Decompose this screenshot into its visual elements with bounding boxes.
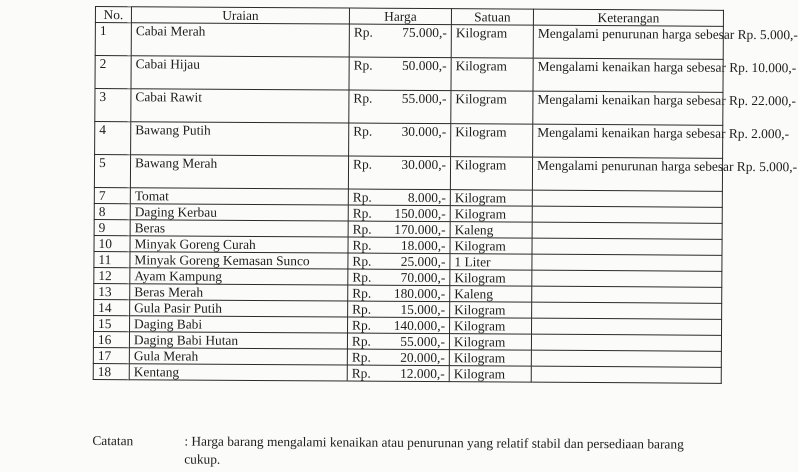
cell-uraian: Minyak Goreng Curah: [130, 236, 348, 253]
cell-uraian: Gula Merah: [129, 348, 347, 365]
currency-label: Rp.: [351, 349, 371, 365]
cell-satuan: Kilogram: [449, 366, 531, 383]
currency-label: Rp.: [352, 205, 372, 221]
cell-satuan: 1 Liter: [450, 254, 532, 271]
cell-no: 4: [95, 122, 131, 155]
cell-satuan: Kilogram: [450, 190, 532, 207]
cell-no: 7: [94, 187, 130, 203]
cell-satuan: Kaleng: [450, 222, 532, 239]
cell-keterangan: [531, 334, 721, 351]
header-uraian: Uraian: [131, 7, 349, 24]
cell-satuan: Kilogram: [450, 157, 532, 191]
currency-label: Rp.: [352, 301, 372, 317]
header-satuan: Satuan: [451, 9, 533, 26]
cell-uraian: Daging Babi: [130, 316, 348, 333]
table-row: [93, 363, 721, 383]
currency-label: Rp.: [352, 156, 373, 172]
header-harga: Harga: [349, 8, 451, 25]
cell-no: 17: [93, 347, 129, 363]
cell-uraian: Bawang Putih: [131, 122, 349, 156]
cell-no: 15: [94, 315, 130, 331]
cell-satuan: Kilogram: [450, 238, 532, 255]
cell-no: 14: [94, 299, 130, 315]
cell-no: 18: [93, 363, 129, 379]
table-row: [95, 89, 723, 126]
cell-uraian: Tomat: [130, 188, 348, 205]
cell-satuan: Kilogram: [451, 124, 533, 158]
price-value: 70.000,-: [400, 269, 446, 286]
cell-keterangan: Mengalami penurunan harga sebesar Rp. 5.000,-: [533, 25, 723, 59]
cell-no: 1: [95, 23, 131, 56]
cell-uraian: Cabai Hijau: [131, 56, 349, 90]
cell-no: 9: [94, 219, 130, 235]
cell-keterangan: Mengalami kenaikan harga sebesar Rp. 2.000,-: [533, 124, 723, 158]
price-value: 50.000,-: [401, 57, 447, 74]
cell-keterangan: Mengalami penurunan harga sebesar Rp. 5.000,-: [532, 157, 722, 191]
cell-satuan: Kilogram: [450, 270, 532, 287]
price-value: 75.000,-: [402, 24, 447, 41]
cell-satuan: Kilogram: [450, 206, 532, 223]
footnote: [92, 432, 712, 467]
cell-harga: [349, 90, 451, 124]
cell-no: 13: [94, 283, 130, 299]
cell-harga: [348, 205, 450, 222]
cell-uraian: Beras: [130, 220, 348, 237]
cell-harga: [348, 189, 450, 206]
currency-label: Rp.: [353, 57, 373, 73]
header-keterangan: Keterangan: [533, 9, 723, 26]
cell-keterangan: [532, 206, 722, 223]
currency-label: Rp.: [352, 189, 372, 205]
currency-label: Rp.: [352, 237, 372, 253]
cell-uraian: Daging Babi Hutan: [129, 332, 347, 349]
price-value: 15.000,-: [400, 301, 446, 318]
cell-harga: [348, 156, 450, 190]
cell-keterangan: Mengalami kenaikan harga sebesar Rp. 10.000,-: [533, 58, 723, 92]
cell-no: 12: [94, 267, 130, 283]
currency-label: Rp.: [353, 90, 373, 106]
cell-harga: [348, 317, 450, 334]
currency-label: Rp.: [352, 269, 372, 285]
cell-harga: [347, 365, 449, 382]
cell-satuan: Kilogram: [450, 318, 532, 335]
cell-no: 8: [94, 203, 130, 219]
table-row: [95, 23, 723, 60]
price-value: 8.000,-: [407, 189, 446, 206]
cell-keterangan: [531, 350, 721, 367]
currency-label: Rp.: [353, 123, 373, 139]
cell-satuan: Kilogram: [449, 350, 531, 367]
cell-keterangan: [532, 190, 722, 207]
cell-harga: [349, 57, 451, 91]
cell-no: 16: [93, 331, 129, 347]
price-table: [93, 6, 798, 384]
cell-keterangan: [532, 318, 722, 335]
cell-harga: [348, 221, 450, 238]
cell-no: 5: [94, 155, 130, 188]
price-value: 55.000,-: [400, 333, 446, 350]
cell-uraian: Daging Kerbau: [130, 204, 348, 221]
cell-uraian: Cabai Merah: [131, 23, 349, 57]
cell-uraian: Cabai Rawit: [131, 89, 349, 123]
cell-keterangan: [532, 222, 722, 239]
cell-no: 10: [94, 235, 130, 251]
currency-label: Rp.: [352, 253, 372, 269]
cell-no: 3: [95, 89, 131, 122]
document-sheet: [92, 6, 798, 467]
currency-label: Rp.: [351, 365, 371, 381]
cell-uraian: Bawang Merah: [130, 155, 348, 189]
cell-no: 11: [94, 251, 130, 267]
cell-harga: [349, 24, 451, 58]
cell-uraian: Kentang: [129, 364, 347, 381]
cell-keterangan: [532, 286, 722, 303]
table-row: [95, 56, 723, 93]
currency-label: Rp.: [353, 24, 373, 40]
cell-harga: [348, 285, 450, 302]
price-value: 30.000,-: [401, 123, 447, 140]
cell-satuan: Kilogram: [450, 302, 532, 319]
table-row: [95, 122, 723, 159]
currency-label: Rp.: [351, 333, 371, 349]
price-value: 18.000,-: [400, 237, 446, 254]
cell-satuan: Kaleng: [450, 286, 532, 303]
cell-harga: [348, 269, 450, 286]
cell-harga: [347, 349, 449, 366]
price-value: 55.000,-: [401, 90, 447, 107]
cell-uraian: Beras Merah: [130, 284, 348, 301]
price-value: 20.000,-: [400, 349, 445, 366]
cell-uraian: Minyak Goreng Kemasan Sunco: [130, 252, 348, 269]
cell-keterangan: Mengalami kenaikan harga sebesar Rp. 22.000,-: [533, 91, 723, 125]
currency-label: Rp.: [352, 285, 372, 301]
currency-label: Rp.: [352, 221, 372, 237]
price-value: 140.000,-: [393, 317, 446, 334]
cell-no: 2: [95, 56, 131, 89]
cell-keterangan: [532, 302, 722, 319]
cell-harga: [349, 123, 451, 157]
table-row: [94, 155, 722, 192]
cell-keterangan: [532, 238, 722, 255]
cell-harga: [348, 301, 450, 318]
cell-satuan: Kilogram: [451, 58, 533, 92]
header-no: No.: [95, 7, 131, 23]
price-value: 12.000,-: [400, 365, 445, 382]
price-value: 170.000,-: [394, 221, 446, 238]
cell-satuan: Kilogram: [451, 25, 533, 59]
cell-uraian: Ayam Kampung: [130, 268, 348, 285]
price-value: 25.000,-: [400, 253, 446, 270]
footnote-text: : Harga barang mengalami kenaikan atau penurunan yang relatif stabil dan persediaan barang cukup.: [184, 433, 684, 467]
cell-satuan: Kilogram: [451, 91, 533, 125]
price-value: 150.000,-: [394, 205, 446, 222]
cell-harga: [348, 253, 450, 270]
footnote-label: Catatan: [92, 432, 134, 449]
price-value: 30.000,-: [401, 156, 447, 173]
cell-keterangan: [532, 270, 722, 287]
cell-harga: [348, 237, 450, 254]
currency-label: Rp.: [352, 317, 372, 333]
price-value: 180.000,-: [393, 285, 446, 302]
cell-keterangan: [532, 254, 722, 271]
cell-uraian: Gula Pasir Putih: [130, 300, 348, 317]
cell-satuan: Kilogram: [449, 334, 531, 351]
cell-keterangan: [531, 366, 721, 383]
cell-harga: [347, 333, 449, 350]
